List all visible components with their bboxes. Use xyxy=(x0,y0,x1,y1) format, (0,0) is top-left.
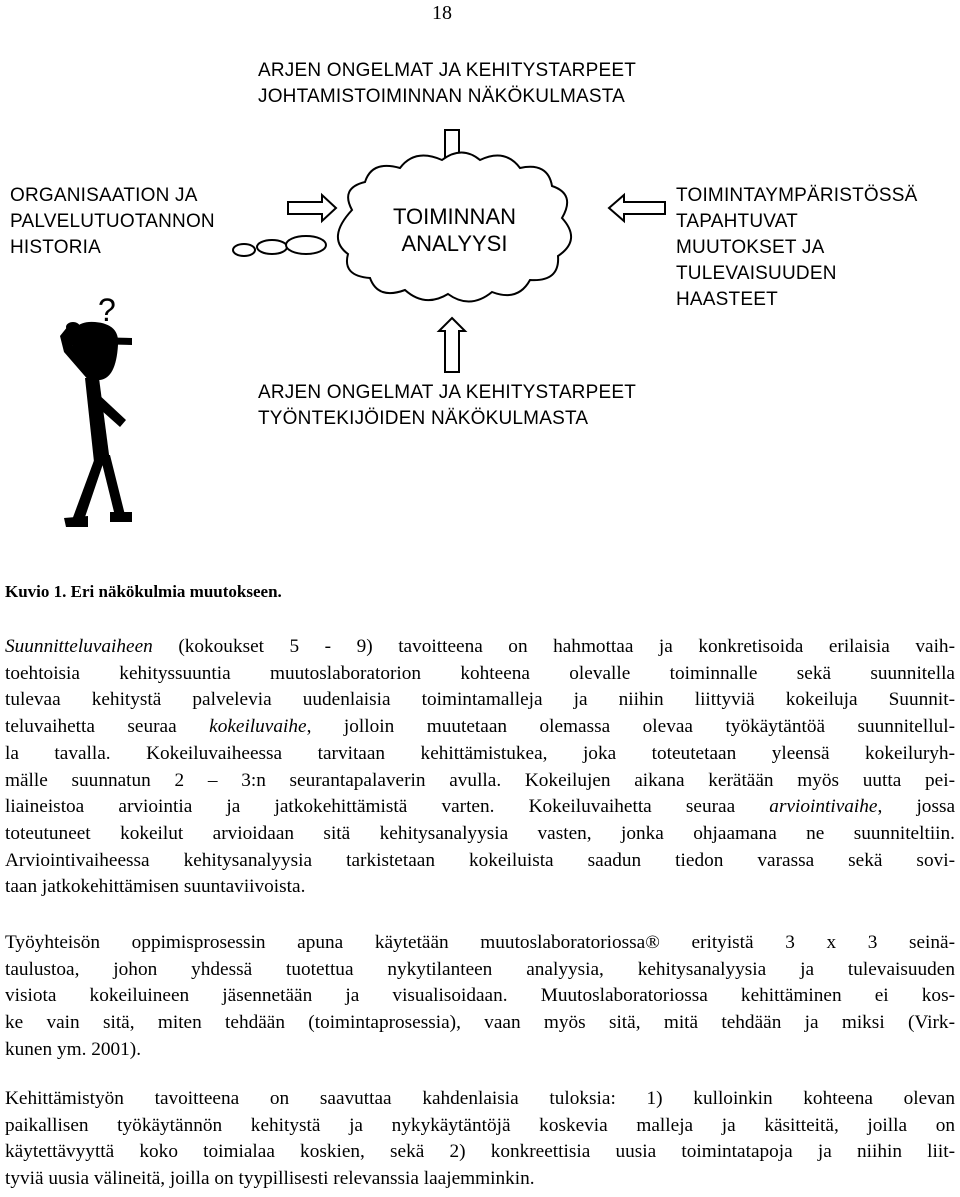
paragraph-line xyxy=(5,874,955,901)
left-label-line: ORGANISAATION JA xyxy=(10,185,198,206)
paragraph-line xyxy=(5,714,955,741)
cloud-label-line: ANALYYSI xyxy=(401,231,508,256)
bottom-label xyxy=(258,380,636,432)
bottom-label-line: ARJEN ONGELMAT JA KEHITYSTARPEET xyxy=(258,382,637,403)
paragraph-line xyxy=(5,821,955,848)
paragraph-line xyxy=(5,768,955,795)
text-run: , jossa xyxy=(877,796,956,818)
paragraph-line xyxy=(5,957,955,984)
text-run: tyviä uusia välineitä, joilla on tyypillisesti relevanssia laajemminkin. xyxy=(5,1168,535,1190)
right-label-line: TAPAHTUVAT xyxy=(676,211,798,232)
top-label xyxy=(258,58,636,110)
paragraph-line xyxy=(5,1139,955,1166)
arrow-up-bottom xyxy=(439,318,465,372)
paragraph-line xyxy=(5,687,955,714)
paragraph-line xyxy=(5,1010,955,1037)
top-label-line: JOHTAMISTOIMINNAN NÄKÖKULMASTA xyxy=(258,86,626,107)
italic-term: Suunnitteluvaiheen xyxy=(5,636,153,657)
paragraph-line xyxy=(5,634,955,661)
text-run: taulustoa, johon yhdessä tuotettua nykytilanteen analyysia, kehitysanalyysia ja tulevaisuuden xyxy=(5,958,955,980)
arrow-left-right xyxy=(609,195,665,221)
bottom-label-line: TYÖNTEKIJÖIDEN NÄKÖKULMASTA xyxy=(258,408,589,429)
arrow-right-left xyxy=(288,195,336,221)
paragraph-line xyxy=(5,1037,955,1064)
text-run: liaineistoa arviointia ja jatkokehittämistä varten. Kokeiluvaihetta seuraa xyxy=(5,796,770,818)
paragraph-line xyxy=(5,741,955,768)
text-run: kunen ym. 2001). xyxy=(5,1038,142,1060)
italic-term: kokeiluvaihe xyxy=(209,716,307,738)
text-run: Työyhteisön oppimisprosessin apuna käytetään muutoslaboratoriossa® erityistä 3 x 3 seinä- xyxy=(5,932,955,953)
top-label-line: ARJEN ONGELMAT JA KEHITYSTARPEET xyxy=(258,60,637,81)
text-run: (kokoukset 5 - 9) tavoitteena on hahmottaa ja konkretisoida erilaisia vaih- xyxy=(152,636,955,657)
paragraph-line xyxy=(5,983,955,1010)
paragraph-1 xyxy=(5,634,955,901)
left-label-line: PALVELUTUOTANNON xyxy=(10,211,215,232)
paragraph-line xyxy=(5,1113,955,1140)
paragraph-3 xyxy=(5,1086,955,1193)
paragraph-line xyxy=(5,1166,955,1193)
left-label xyxy=(10,183,215,261)
question-mark: ? xyxy=(98,292,116,328)
paragraph-line xyxy=(5,661,955,688)
paragraph-line xyxy=(5,930,955,957)
cloud-label-line: TOIMINNAN xyxy=(392,204,517,229)
cloud-label xyxy=(382,203,527,257)
text-run: toteutuneet kokeilut arvioidaan sitä kehitysanalyysia vasten, jonka ohjaamana ne suunniteltiin. xyxy=(5,822,955,844)
thinking-person-figure xyxy=(60,322,132,527)
text-run: käytettävyyttä koko toimialaa koskien, sekä 2) konkreettisia uusia toimintatapoja ja niihin liit- xyxy=(5,1141,955,1163)
text-run: tulevaa kehitystä palvelevia uudenlaisia toimintamalleja ja niihin liittyviä kokeiluja Suunnit- xyxy=(5,689,955,711)
paragraph-line xyxy=(5,794,955,821)
thought-bubbles xyxy=(233,236,326,256)
text-run: mälle suunnatun 2 – 3:n seurantapalaverin avulla. Kokeilujen aikana kerätään myös uutta pei- xyxy=(5,769,955,791)
paragraph-line xyxy=(5,848,955,875)
text-run: ke vain sitä, miten tehdään (toimintaprosessia), vaan myös sitä, mitä tehdään ja miksi (Virk- xyxy=(5,1012,955,1034)
text-run: Kehittämistyön tavoitteena on saavuttaa kahdenlaisia tuloksia: 1) kulloinkin kohteena olevan xyxy=(5,1088,955,1109)
text-run: , jolloin muutetaan olemassa olevaa työkäytäntöä suunnitellul- xyxy=(306,716,955,738)
right-label xyxy=(676,183,918,313)
right-label-line: HAASTEET xyxy=(676,289,778,310)
left-label-line: HISTORIA xyxy=(10,237,101,258)
text-run: taan jatkokehittämisen suuntaviivoista. xyxy=(5,876,306,898)
page-number: 18 xyxy=(432,2,452,24)
right-label-line: TOIMINTAYMPÄRISTÖSSÄ xyxy=(676,185,918,206)
text-run: teluvaihetta seuraa xyxy=(5,716,210,738)
right-label-line: MUUTOKSET JA xyxy=(676,237,825,258)
figure-caption: Kuvio 1. Eri näkökulmia muutokseen. xyxy=(5,582,282,601)
paragraph-2 xyxy=(5,930,955,1064)
text-run: toehtoisia kehityssuuntia muutoslaboratorion kohteena olevalle toiminnalle sekä suunnitella xyxy=(5,662,955,684)
text-run: visiota kokeiluineen jäsennetään ja visualisoidaan. Muutoslaboratoriossa kehittäminen ei kos- xyxy=(5,985,955,1007)
right-label-line: TULEVAISUUDEN xyxy=(676,263,837,284)
text-run: paikallisen työkäytännön kehitystä ja nykykäytäntöjä koskevia malleja ja käsitteitä, joilla on xyxy=(5,1114,955,1136)
paragraph-line xyxy=(5,1086,955,1113)
italic-term: arviointivaihe xyxy=(769,796,878,818)
text-run: la tavalla. Kokeiluvaiheessa tarvitaan kehittämistukea, joka toteutetaan yleensä kokeiluryh- xyxy=(5,742,955,764)
text-run: Arviointivaiheessa kehitysanalyysia tarkistetaan kokeiluista saadun tiedon varassa sekä sovi- xyxy=(5,849,955,871)
